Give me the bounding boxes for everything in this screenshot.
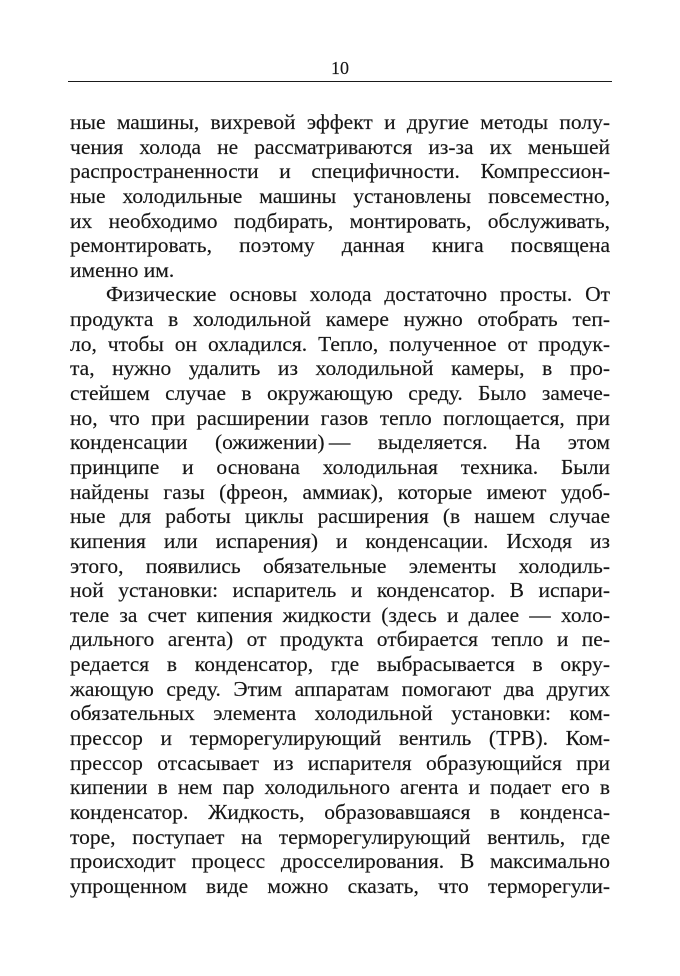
text-line: упрощенном виде можно сказать, что терморегули- — [70, 873, 610, 898]
text-line: конденсации (ожижении) — выделяется. На этом — [70, 430, 610, 455]
text-line: прессор отсасывает из испарителя образующийся при — [70, 750, 610, 775]
paragraph — [70, 282, 610, 898]
text-line: торе, поступает на терморегулирующий вентиль, где — [70, 824, 610, 849]
page-body — [70, 110, 610, 899]
text-line: редается в конденсатор, где выбрасывается в окру- — [70, 652, 610, 677]
text-line: распространенности и специфичности. Компрессион- — [70, 159, 610, 184]
text-line: кипении в нем пар холодильного агента и подает его в — [70, 775, 610, 800]
text-line: кипения или испарения) и конденсации. Исходя из — [70, 528, 610, 553]
text-line: ные машины, вихревой эффект и другие методы полу- — [70, 110, 610, 134]
text-line: конденсатор. Жидкость, образовавшаяся в конденса- — [70, 799, 610, 824]
text-line: обязательных элемента холодильной установки: ком- — [70, 701, 610, 726]
text-line: чения холода не рассматриваются из-за их меньшей — [70, 134, 610, 159]
text-line: ло, чтобы он охладился. Тепло, полученное от продук- — [70, 331, 610, 356]
text-line: ремонтировать, поэтому данная книга посвящена — [70, 233, 610, 258]
text-line: ные холодильные машины установлены повсеместно, — [70, 183, 610, 208]
text-line: прессор и терморегулирующий вентиль (ТРВ). Ком- — [70, 726, 610, 751]
text-line: их необходимо подбирать, монтировать, обслуживать, — [70, 208, 610, 233]
text-line: ной установки: испаритель и конденсатор. В испари- — [70, 578, 610, 603]
text-line: стейшем случае в окружающую среду. Было замече- — [70, 381, 610, 406]
text-line: та, нужно удалить из холодильной камеры, в про- — [70, 356, 610, 381]
text-line: жающую среду. Этим аппаратам помогают два других — [70, 676, 610, 701]
text-line: Физические основы холода достаточно просты. От — [106, 282, 610, 307]
text-line: этого, появились обязательные элементы холодиль- — [70, 553, 610, 578]
text-line: принципе и основана холодильная техника. Были — [70, 454, 610, 479]
text-line: дильного агента) от продукта отбирается тепло и пе- — [70, 627, 610, 652]
text-line: ные для работы циклы расширения (в нашем случае — [70, 504, 610, 529]
text-line: именно им. — [70, 257, 175, 282]
text-line: теле за счет кипения жидкости (здесь и далее — холо- — [70, 602, 610, 627]
text-line: но, что при расширении газов тепло поглощается, при — [70, 405, 610, 430]
header-rule — [68, 81, 612, 82]
paragraph — [70, 110, 610, 282]
text-line: найдены газы (фреон, аммиак), которые имеют удоб- — [70, 479, 610, 504]
text-line: происходит процесс дросселирования. В максимально — [70, 849, 610, 874]
page-number: 10 — [331, 58, 349, 78]
text-line: продукта в холодильной камере нужно отобрать теп- — [70, 307, 610, 332]
